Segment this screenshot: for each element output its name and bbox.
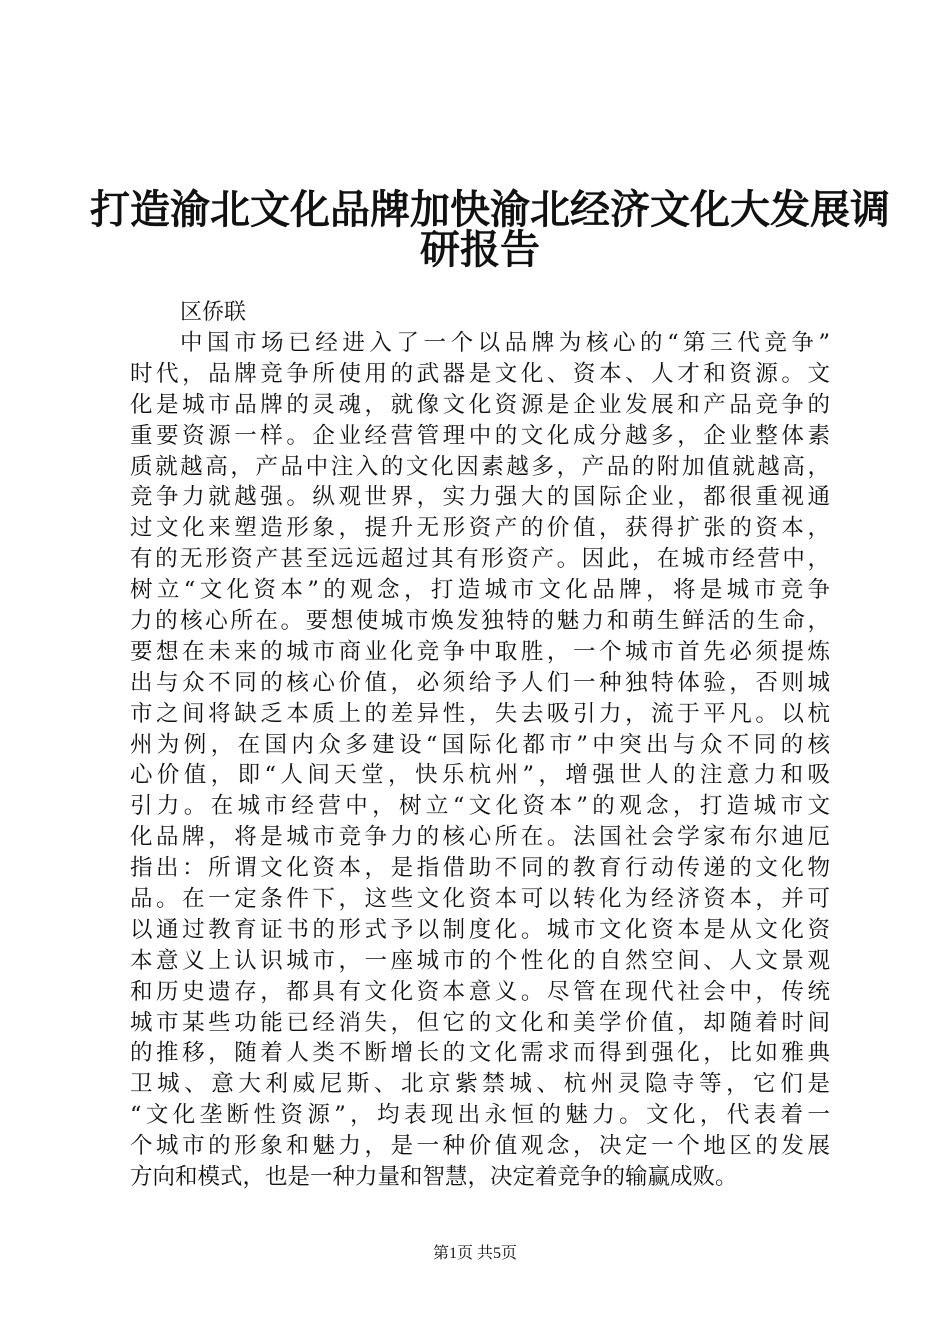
document-title-line-1: 打造渝北文化品牌加快渝北经济文化大发展调 [90,186,890,233]
page-number-footer: 第1页 共5页 [432,1245,517,1262]
paragraph-line: 树立“文化资本”的观念，打造城市文化品牌，将是城市竞争 [130,577,830,604]
paragraph-line: 的推移，随着人类不断增长的文化需求而得到强化，比如雅典 [130,1040,830,1067]
paragraph-line: 竞争力就越强。纵观世界，实力强大的国际企业，都很重视通 [130,484,830,511]
author: 区侨联 [180,300,247,325]
paragraph-line: 品。在一定条件下，这些文化资本可以转化为经济资本，并可 [130,886,830,913]
paragraph-line: “文化垄断性资源”，均表现出永恒的魅力。文化，代表着一 [130,1102,830,1129]
paragraph-line: 质就越高，产品中注入的文化因素越多，产品的附加值就越高， [130,453,830,480]
paragraph-line: 方向和模式，也是一种力量和智慧，决定着竞争的输赢成败。 [130,1164,738,1191]
paragraph-line: 个城市的形象和魅力，是一种价值观念，决定一个地区的发展 [130,1133,830,1160]
paragraph-line: 城市某些功能已经消失，但它的文化和美学价值，却随着时间 [130,1009,830,1036]
paragraph-line: 要想在未来的城市商业化竞争中取胜，一个城市首先必须提炼 [130,638,830,665]
paragraph-line: 卫城、意大利威尼斯、北京紫禁城、杭州灵隐寺等，它们是 [130,1071,830,1098]
paragraph-line: 重要资源一样。企业经营管理中的文化成分越多，企业整体素 [130,422,830,449]
paragraph-line: 力的核心所在。要想使城市焕发独特的魅力和萌生鲜活的生命， [130,608,830,635]
paragraph-line: 化品牌，将是城市竞争力的核心所在。法国社会学家布尔迪厄 [130,824,830,851]
paragraph-line: 本意义上认识城市，一座城市的个性化的自然空间、人文景观 [130,947,830,974]
paragraph-line: 心价值，即“人间天堂，快乐杭州”，增强世人的注意力和吸 [130,762,830,789]
body-paragraph [130,328,830,1193]
paragraph-line: 出与众不同的核心价值，必须给予人们一种独特体验，否则城 [130,669,830,696]
paragraph-line: 指出：所谓文化资本，是指借助不同的教育行动传递的文化物 [130,855,830,882]
paragraph-line: 引力。在城市经营中，树立“文化资本”的观念，打造城市文 [130,793,830,820]
paragraph-line: 市之间将缺乏本质上的差异性，失去吸引力，流于平凡。以杭 [130,700,830,727]
paragraph-line: 时代，品牌竞争所使用的武器是文化、资本、人才和资源。文 [130,360,830,387]
paragraph-line: 州为例，在国内众多建设“国际化都市”中突出与众不同的核 [130,731,830,758]
document-title-line-2: 研报告 [420,226,540,273]
paragraph-line: 以通过教育证书的形式予以制度化。城市文化资本是从文化资 [130,916,830,943]
paragraph-line: 过文化来塑造形象，提升无形资产的价值，获得扩张的资本， [130,515,830,542]
paragraph-line: 中国市场已经进入了一个以品牌为核心的“第三代竞争” [180,330,830,356]
paragraph-line: 和历史遗存，都具有文化资本意义。尽管在现代社会中，传统 [130,978,830,1005]
paragraph-line: 有的无形资产甚至远远超过其有形资产。因此，在城市经营中， [130,546,830,573]
paragraph-line: 化是城市品牌的灵魂，就像文化资源是企业发展和产品竞争的 [130,391,830,418]
